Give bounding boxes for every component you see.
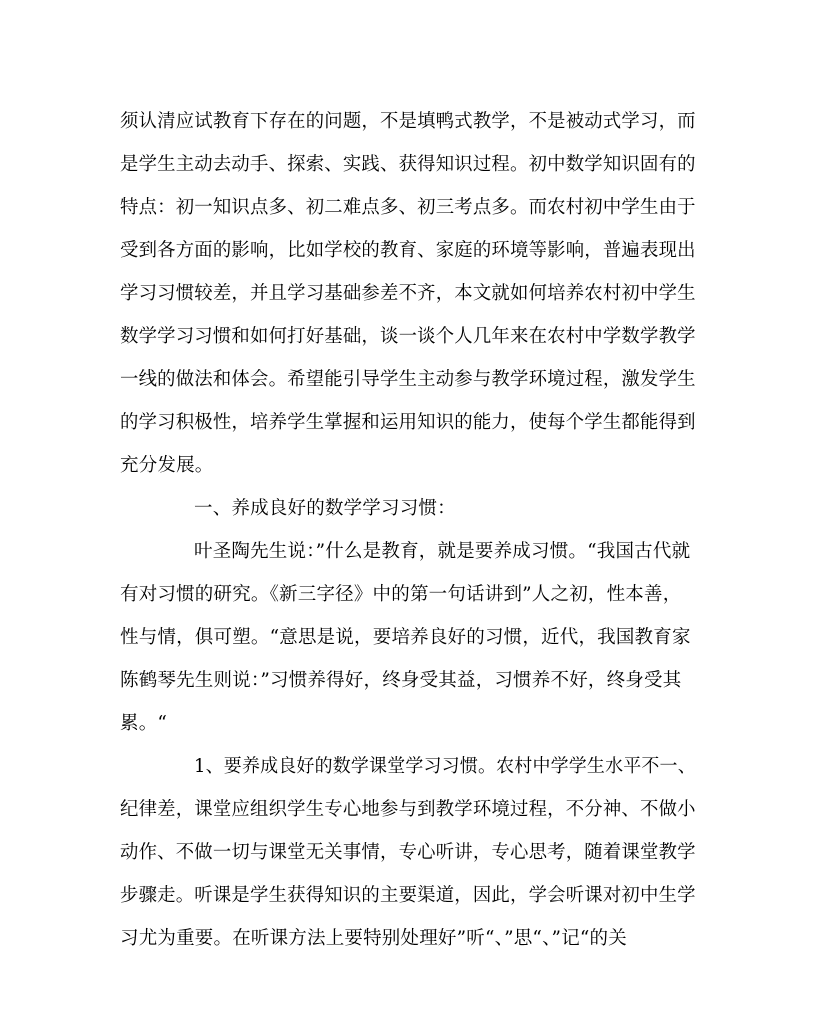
- paragraph-line: 陈鹤琴先生则说：”习惯养得好，终身受其益，习惯养不好，终身受其: [120, 670, 682, 691]
- paragraph-line: 性与情，俱可塑。“意思是说，要培养良好的习惯，近代，我国教育家: [120, 627, 691, 648]
- paragraph-line: 动作、不做一切与课堂无关事情，专心听讲，专心思考，随着课堂教学: [120, 842, 696, 863]
- paragraph-line: 步骤走。听课是学生获得知识的主要渠道，因此，学会听课对初中生学: [120, 885, 696, 906]
- paragraph-line: 一线的做法和体会。希望能引导学生主动参与教学环境过程，激发学生: [120, 369, 696, 390]
- paragraph-line: 累。“: [120, 713, 168, 734]
- section-heading: 一、养成良好的数学学习习惯：: [194, 498, 456, 519]
- paragraph-line: 学习习惯较差，并且学习基础参差不齐，本文就如何培养农村初中学生: [120, 283, 696, 304]
- paragraph-line: 特点：初一知识点多、初二难点多、初三考点多。而农村初中学生由于: [120, 197, 696, 218]
- paragraph-line: 数学学习习惯和如何打好基础，谈一谈个人几年来在农村中学数学教学: [120, 326, 696, 347]
- paragraph-line: 的学习积极性，培养学生掌握和运用知识的能力，使每个学生都能得到: [120, 412, 696, 433]
- paragraph-line: 纪律差，课堂应组织学生专心地参与到教学环境过程，不分神、不做小: [120, 799, 696, 820]
- paragraph-line: 是学生主动去动手、探索、实践、获得知识过程。初中数学知识固有的: [120, 154, 696, 175]
- paragraph-line: 1、要养成良好的数学课堂学习习惯。农村中学学生水平不一、: [194, 756, 696, 777]
- paragraph-line: 须认清应试教育下存在的问题，不是填鸭式教学，不是被动式学习，而: [120, 111, 696, 132]
- paragraph-line: 叶圣陶先生说：”什么是教育，就是要养成习惯。“我国古代就: [194, 541, 691, 562]
- paragraph-line: 习尤为重要。在听课方法上要特别处理好”听“、”思“、”记“的关: [120, 928, 627, 949]
- paragraph-line: 有对习惯的研究。《新三字径》中的第一句话讲到”人之初，性本善，: [120, 584, 682, 605]
- paragraph-line: 受到各方面的影响，比如学校的教育、家庭的环境等影响，普遍表现出: [120, 240, 696, 261]
- paragraph-line: 充分发展。: [120, 455, 214, 476]
